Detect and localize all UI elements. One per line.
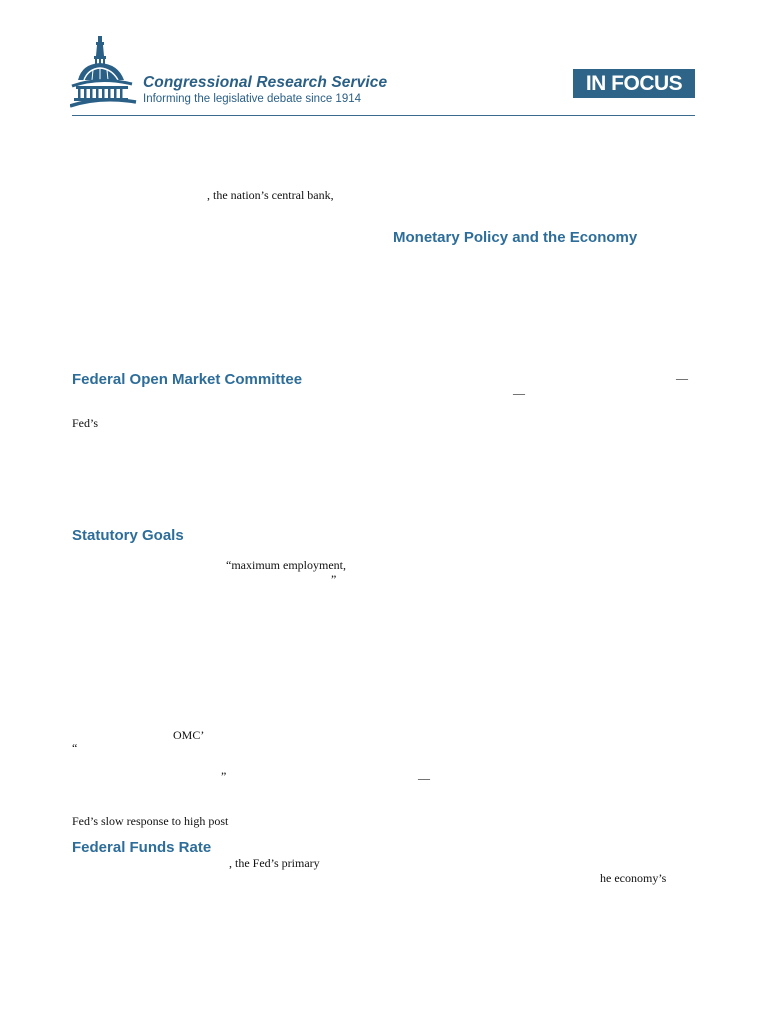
section-heading-fomc: Federal Open Market Committee [72,371,303,388]
text-fragment: he economy’s [600,871,667,885]
header-divider [72,115,695,116]
text-fragment: — [513,386,525,400]
crs-capitol-logo [70,36,140,108]
text-fragment: Fed’s [72,416,99,430]
text-fragment: ” [331,572,337,586]
text-fragment: — [676,371,688,385]
text-fragment: , the nation’s central bank, [207,188,334,202]
text-fragment: “ [72,741,78,755]
text-fragment: “maximum employment, [226,558,346,572]
text-fragment: OMC’ [173,728,205,742]
capitol-dome-icon [70,36,140,108]
org-name: Congressional Research Service [143,74,388,91]
text-fragment: — [418,771,430,785]
section-heading-monetary-policy: Monetary Policy and the Economy [393,229,638,246]
section-heading-federal-funds-rate: Federal Funds Rate [72,839,212,856]
in-focus-badge: IN FOCUS [573,69,695,98]
text-fragment: ” [221,769,227,783]
text-fragment: , the Fed’s primary [229,856,320,870]
text-fragment: Fed’s slow response to high post [72,814,229,828]
section-heading-statutory-goals: Statutory Goals [72,527,184,544]
org-tagline: Informing the legislative debate since 1914 [143,93,362,105]
